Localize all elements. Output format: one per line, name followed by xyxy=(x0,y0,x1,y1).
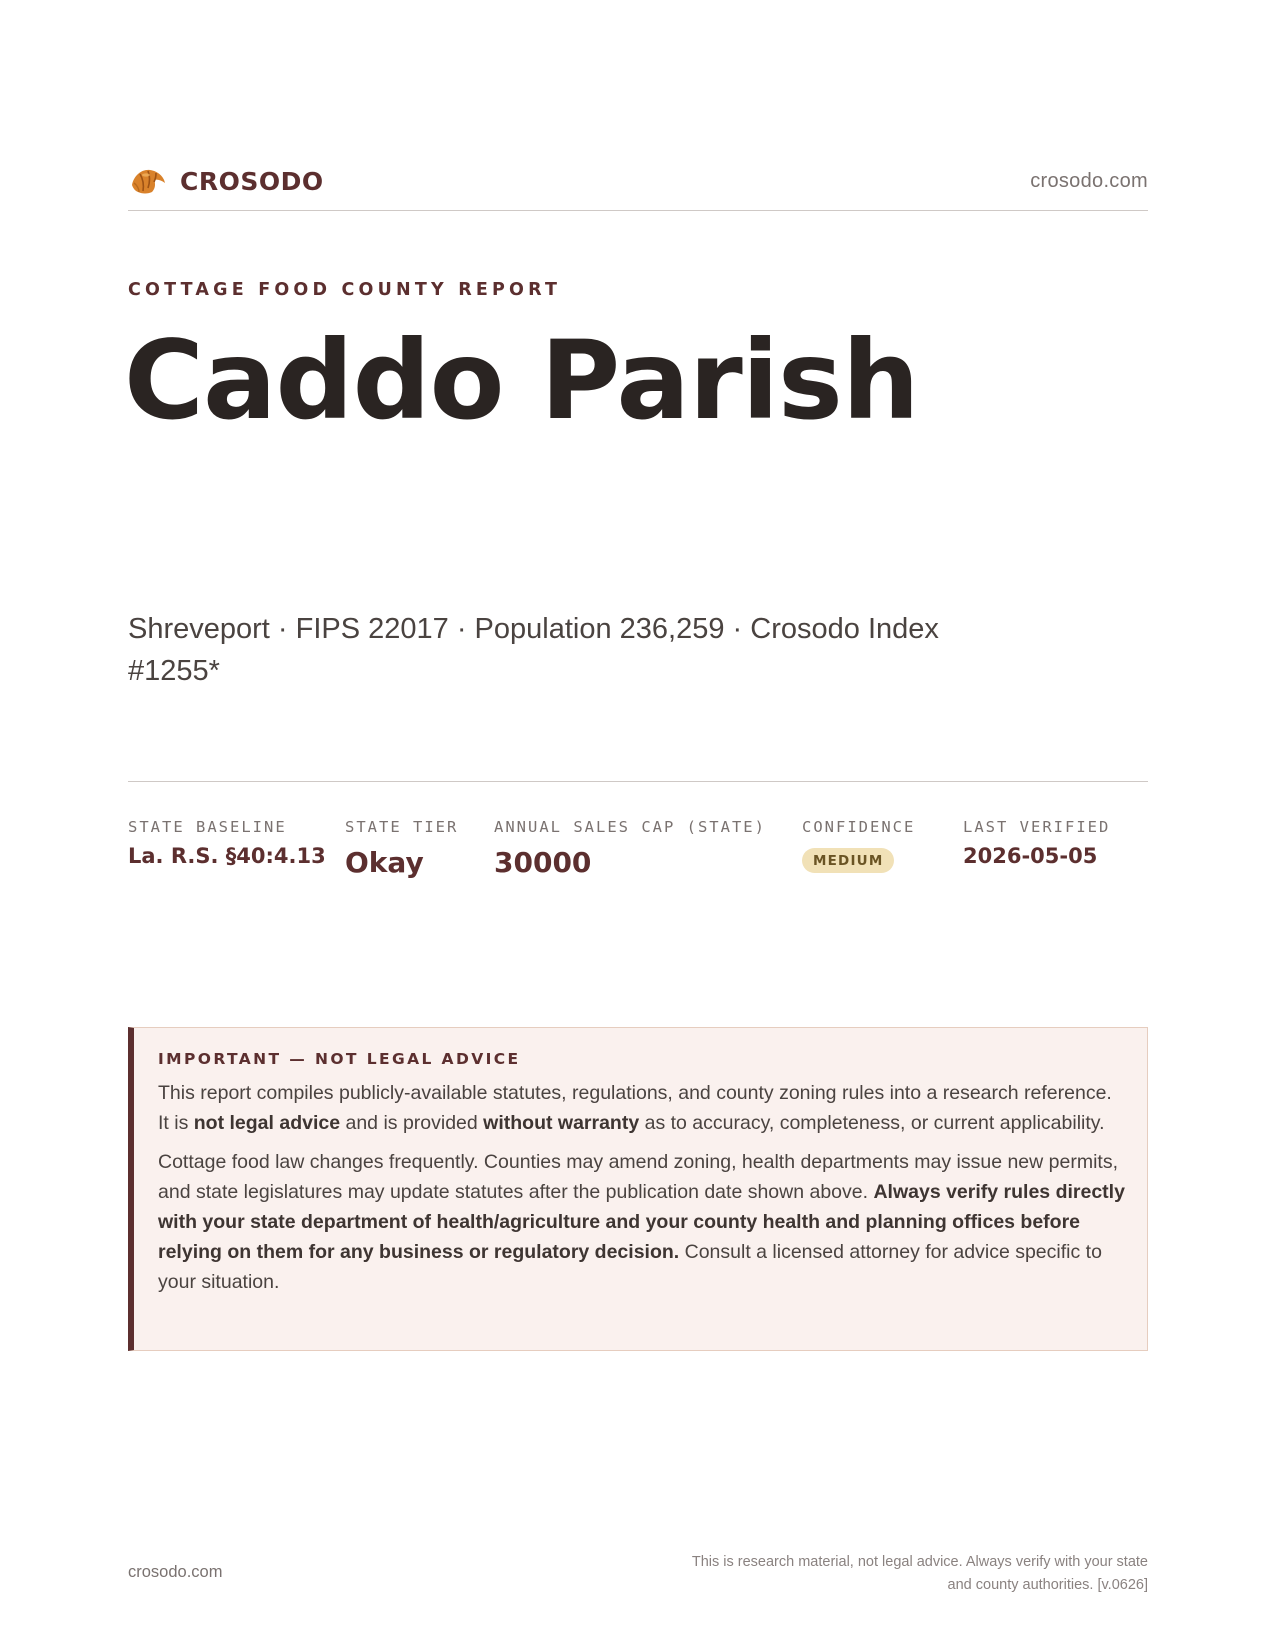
stat-annual-sales-cap xyxy=(494,818,766,879)
report-subtitle: Shreveport · FIPS 22017 · Population 236,259 · Crosodo Index #1255* xyxy=(128,613,939,687)
stat-value: La. R.S. §40:4.13 xyxy=(128,844,326,868)
footer-disclaimer-line: This is research material, not legal advice. Always verify with your state xyxy=(691,1554,1148,1570)
notice-emphasis: not legal advice xyxy=(193,1112,341,1134)
notice-text: Cottage food law changes frequently. Counties may amend zoning, health departments may issue new permits, and state legislatures may update statutes after the publication date shown above. xyxy=(158,1151,1118,1203)
footer-site-link[interactable]: crosodo.com xyxy=(128,1563,223,1581)
header-divider xyxy=(128,210,1148,211)
stat-state-tier xyxy=(345,818,458,879)
report-eyebrow: COTTAGE FOOD COUNTY REPORT xyxy=(128,280,562,300)
footer-disclaimer xyxy=(628,1551,1148,1597)
notice-heading: IMPORTANT — NOT LEGAL ADVICE xyxy=(158,1050,521,1068)
page-header xyxy=(128,158,1148,204)
page-title: Caddo Parish xyxy=(124,317,919,444)
stat-value: Okay xyxy=(345,846,424,879)
notice-paragraph xyxy=(158,1078,1125,1138)
site-link[interactable]: crosodo.com xyxy=(1030,169,1148,192)
stats-divider xyxy=(128,781,1148,782)
notice-text: This report compiles publicly-available statutes, regulations, and county zoning rules into a research reference. It is xyxy=(158,1082,1112,1134)
stat-state-baseline xyxy=(128,818,326,868)
brand-name: CROSODO xyxy=(180,166,324,196)
stat-label: CONFIDENCE xyxy=(802,818,916,836)
stat-label: ANNUAL SALES CAP (STATE) xyxy=(494,818,766,836)
stats-row xyxy=(128,818,1148,898)
stat-label: LAST VERIFIED xyxy=(963,818,1111,836)
notice-text: Consult a licensed attorney for advice specific to your situation. xyxy=(158,1241,1102,1293)
footer-disclaimer-line: and county authorities. [v.0626] xyxy=(947,1577,1148,1593)
stat-value: 30000 xyxy=(494,846,592,879)
legal-notice xyxy=(128,1027,1148,1351)
notice-emphasis: Always verify rules directly with your state department of health/agriculture and your county health and planning offices before relying on them for any business or regulatory decision. xyxy=(158,1181,1125,1263)
stat-label: STATE BASELINE xyxy=(128,818,287,836)
stat-value: 2026-05-05 xyxy=(963,844,1098,868)
report-page xyxy=(124,0,1148,1650)
notice-text: and is provided xyxy=(340,1112,484,1134)
stat-label: STATE TIER xyxy=(345,818,459,836)
confidence-badge: MEDIUM xyxy=(802,848,894,873)
croissant-icon xyxy=(128,161,168,201)
notice-emphasis: without warranty xyxy=(483,1112,640,1134)
stat-last-verified xyxy=(963,818,1110,868)
notice-text: as to accuracy, completeness, or current applicability. xyxy=(639,1112,1105,1134)
brand[interactable] xyxy=(128,161,324,201)
notice-paragraph xyxy=(158,1147,1125,1297)
stat-confidence xyxy=(802,818,915,873)
